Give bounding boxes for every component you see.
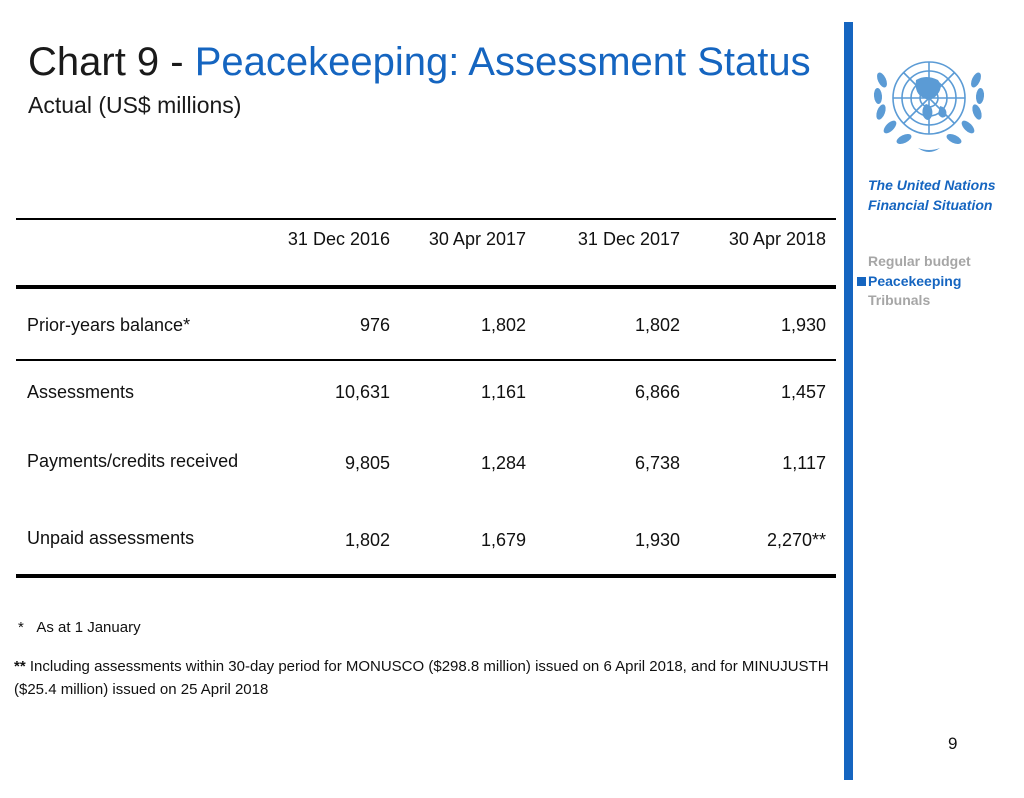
page-number: 9 — [948, 734, 958, 753]
title-prefix: Chart 9 - — [28, 40, 195, 84]
assessment-table — [16, 218, 836, 580]
active-marker-icon — [857, 277, 866, 286]
column-header: 31 Dec 2016 — [287, 229, 390, 249]
row-label: Unpaid assessments — [27, 528, 195, 548]
table-cell: 2,270** — [766, 530, 826, 550]
footnote-1-text: As at 1 January — [36, 619, 141, 636]
table-cell: 1,802 — [480, 315, 526, 335]
sidebar-item-tribunals[interactable]: Tribunals — [868, 292, 931, 308]
row-label: Prior-years balance* — [27, 315, 191, 335]
table-cell: 6,738 — [634, 453, 680, 473]
column-header: 31 Dec 2017 — [577, 229, 680, 249]
sidebar-title-line1: The United Nations — [868, 177, 996, 193]
header-rule — [16, 285, 836, 289]
table-cell: 9,805 — [344, 453, 390, 473]
table-cell: 1,679 — [480, 530, 526, 550]
footnote-2-mark: ** — [14, 658, 26, 675]
table-cell: 1,161 — [480, 382, 526, 402]
table-cell: 1,284 — [480, 453, 526, 473]
sidebar-item-label: Peacekeeping — [868, 272, 962, 289]
table-cell: 1,117 — [782, 453, 826, 473]
un-emblem-icon — [868, 50, 990, 160]
title-main: Peacekeeping: Assessment Status — [194, 40, 811, 84]
column-header: 30 Apr 2018 — [728, 229, 826, 249]
table-cell: 1,930 — [780, 315, 826, 335]
footnote-1 — [18, 619, 141, 636]
table-cell: 10,631 — [334, 382, 390, 402]
row-label: Payments/credits received — [27, 451, 239, 471]
footnote-1-mark: * — [18, 619, 24, 636]
sidebar-item-regular-budget[interactable]: Regular budget — [868, 253, 971, 269]
table-cell: 1,802 — [634, 315, 680, 335]
sidebar-item-peacekeeping[interactable] — [868, 272, 971, 292]
table-cell: 1,802 — [344, 530, 390, 550]
column-header: 30 Apr 2017 — [428, 229, 526, 249]
table-bottom-rule — [16, 574, 836, 578]
footnote-2 — [14, 655, 844, 701]
sidebar-nav — [868, 252, 971, 311]
page-subtitle: Actual (US$ millions) — [28, 92, 242, 118]
vertical-divider — [844, 22, 853, 780]
page-title — [28, 38, 811, 86]
sidebar-title — [868, 175, 1018, 215]
table-cell: 6,866 — [634, 382, 680, 402]
footnote-2-text: Including assessments within 30-day period for MONUSCO ($298.8 million) issued on 6 April 2018, and for MINUJUSTH ($25.4 million) issued on 25 April 2018 — [14, 658, 829, 698]
row-label: Assessments — [27, 382, 135, 402]
table-top-rule — [16, 218, 836, 220]
table-cell: 1,930 — [634, 530, 680, 550]
row-divider — [16, 359, 836, 361]
table-cell: 1,457 — [780, 382, 826, 402]
sidebar-title-line2: Financial Situation — [868, 197, 993, 213]
table-cell: 976 — [359, 315, 390, 335]
